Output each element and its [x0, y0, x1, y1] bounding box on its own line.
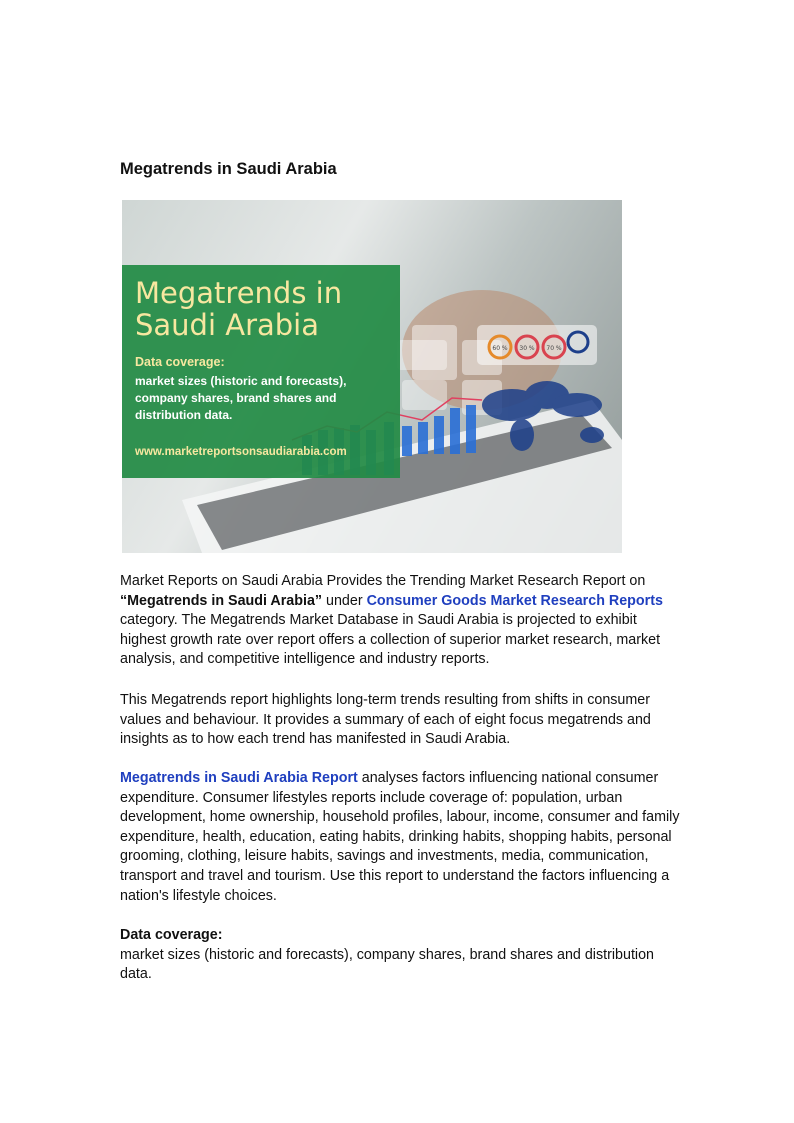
- analysis-paragraph: [120, 769, 680, 906]
- banner-image: [122, 200, 622, 553]
- intro-text-under: under: [322, 592, 367, 609]
- data-coverage-section: [120, 926, 680, 985]
- banner-title: Megatrends in Saudi Arabia: [135, 276, 343, 342]
- megatrends-report-link[interactable]: Megatrends in Saudi Arabia Report: [120, 770, 358, 786]
- intro-text-after: category. The Megatrends Market Database in Saudi Arabia is projected to exhibit highest growth rate over report offers a collection of superior market research, market analysis, and competitive intelligence and industry reports.: [120, 612, 661, 668]
- summary-paragraph: This Megatrends report highlights long-term trends resulting from shifts in consumer values and behaviour. It provides a summary of each of eight focus megatrends and insights as to how each trend has manifested in Saudi Arabia.: [120, 692, 651, 748]
- intro-text-before: Market Reports on Saudi Arabia Provides the Trending Market Research Report on: [120, 573, 646, 589]
- consumer-goods-link[interactable]: Consumer Goods Market Research Reports: [366, 592, 663, 609]
- gauge-label-1: 60 %: [492, 345, 508, 352]
- data-coverage-text: market sizes (historic and forecasts), company shares, brand shares and distribution data.: [120, 946, 654, 983]
- banner-coverage-text: market sizes (historic and forecasts), company shares, brand shares and distribution data.: [135, 374, 347, 422]
- page-title: Megatrends in Saudi Arabia: [120, 160, 337, 178]
- data-coverage-heading: Data coverage:: [120, 927, 223, 943]
- intro-paragraph: [120, 572, 680, 670]
- intro-report-name: “Megatrends in Saudi Arabia”: [120, 592, 323, 609]
- gauge-label-2: 30 %: [519, 345, 535, 352]
- banner-coverage-heading: Data coverage:: [135, 355, 225, 369]
- gauge-label-3: 70 %: [546, 345, 562, 352]
- banner-gauges: [477, 325, 597, 365]
- analysis-text: analyses factors influencing national consumer expenditure. Consumer lifestyles reports include coverage of: population, urban development, home ownership, household profiles, labour, income, consumer and family expenditure, health, education, eating habits, drinking habits, shopping habits, personal grooming, clothing, leisure habits, savings and investments, media, communication, transport and travel and tourism. Use this report to understand the factors influencing a nation's lifestyle choices.: [120, 770, 680, 904]
- banner-url: www.marketreportsonsaudiarabia.com: [135, 446, 347, 458]
